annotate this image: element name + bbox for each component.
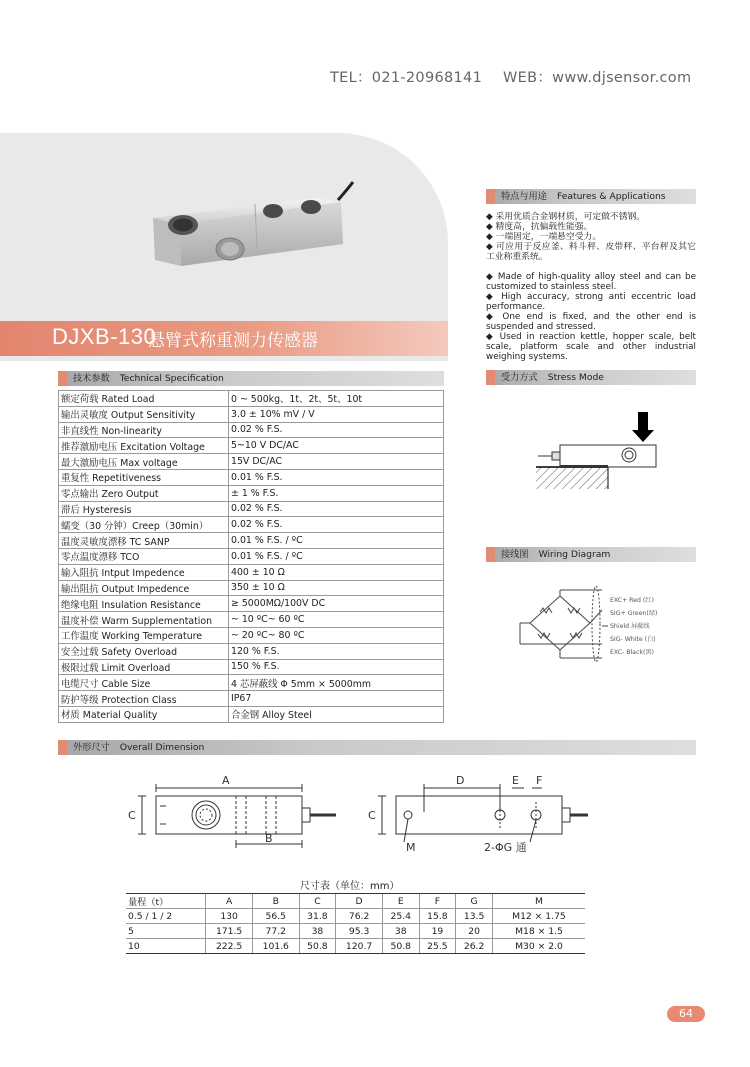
spec-label: 非直线性 Non-linearity (59, 422, 229, 438)
feature-item-cn: ◆ 可应用于反应釜、料斗秤、皮带秤、平台秤及其它工业称重系统。 (486, 242, 696, 262)
dimension-cell: 101.6 (252, 939, 299, 954)
spec-value: 0 ~ 500kg、1t、2t、5t、10t (229, 391, 444, 407)
dimension-header-cell: M (492, 894, 585, 909)
spec-row (59, 643, 444, 659)
features-text (486, 212, 696, 362)
dimension-cell: 76.2 (336, 909, 383, 924)
product-model: DJXB-130 (52, 324, 157, 349)
spec-value: 合金钢 Alloy Steel (229, 706, 444, 722)
spec-label: 工作温度 Working Temperature (59, 627, 229, 643)
feature-item-en: ◆ High accuracy, strong anti eccentric load performance. (486, 292, 696, 312)
spec-value: 0.02 % F.S. (229, 422, 444, 438)
spec-value: IP67 (229, 691, 444, 707)
spec-row (59, 612, 444, 628)
dimension-cell: 0.5 / 1 / 2 (126, 909, 206, 924)
dim-label-f: F (536, 774, 543, 787)
dimension-cell: 50.8 (299, 939, 336, 954)
spec-value: 3.0 ± 10% mV / V (229, 406, 444, 422)
spec-label: 蠕变（30 分钟）Creep（30min） (59, 517, 229, 533)
spec-row (59, 438, 444, 454)
dimension-table-caption: 尺寸表（单位：mm） (300, 881, 400, 892)
section-marker (486, 189, 495, 204)
spec-value: ≥ 5000MΩ/100V DC (229, 596, 444, 612)
section-marker (486, 370, 495, 385)
spec-value: 0.02 % F.S. (229, 517, 444, 533)
spec-label: 推荐激励电压 Excitation Voltage (59, 438, 229, 454)
spacer (486, 262, 696, 272)
dimension-cell: 50.8 (382, 939, 419, 954)
dimension-header-cell: 量程（t） (126, 894, 206, 909)
spec-value: ± 1 % F.S. (229, 485, 444, 501)
dimension-cell: 95.3 (336, 924, 383, 939)
feature-item-cn: ◆ 精度高，抗偏载性能强。 (486, 222, 593, 232)
spec-value: 0.01 % F.S. / ºC (229, 548, 444, 564)
dimension-cell: 130 (206, 909, 253, 924)
section-title-en: Overall Dimension (119, 742, 205, 753)
wiring-diagram (510, 588, 700, 663)
dimension-cell: 38 (299, 924, 336, 939)
spec-label: 材质 Material Quality (59, 706, 229, 722)
side-view-drawing (122, 772, 342, 854)
spec-label: 极限过载 Limit Overload (59, 659, 229, 675)
spec-label: 最大激励电压 Max voltage (59, 454, 229, 470)
dimension-cell: 222.5 (206, 939, 253, 954)
spec-row (59, 548, 444, 564)
dimension-cell: 5 (126, 924, 206, 939)
stress-mode-header (486, 370, 696, 385)
spec-row (59, 501, 444, 517)
dim-label-a: A (222, 774, 230, 787)
spec-value: 350 ± 10 Ω (229, 580, 444, 596)
wiring-label: Shield 屏蔽线 (610, 623, 650, 630)
spec-label: 输入阻抗 Intput Impedence (59, 564, 229, 580)
spec-value: 150 % F.S. (229, 659, 444, 675)
dimension-cell: 56.5 (252, 909, 299, 924)
spec-label: 输出灵敏度 Output Sensitivity (59, 406, 229, 422)
phone-number: TEL：021-20968141 (330, 70, 483, 86)
spec-row (59, 691, 444, 707)
dimension-cell: M18 × 1.5 (492, 924, 585, 939)
dimension-cell: 171.5 (206, 924, 253, 939)
website-url: WEB：www.djsensor.com (503, 70, 692, 86)
dim-label-g: 2-ΦG 通 (484, 841, 527, 854)
dimension-cell: 31.8 (299, 909, 336, 924)
section-title-en: Stress Mode (547, 372, 604, 383)
spec-row (59, 627, 444, 643)
wiring-label: SIG- White (白) (610, 636, 656, 643)
features-header (486, 189, 696, 204)
spec-row (59, 580, 444, 596)
section-title-cn: 技术参数 (73, 373, 110, 384)
dimension-cell: 25.4 (382, 909, 419, 924)
page-number: 64 (667, 1006, 705, 1022)
section-title-en: Technical Specification (119, 373, 224, 384)
dimension-header-cell: G (456, 894, 493, 909)
wiring-label: EXC+ Red (红) (610, 597, 654, 604)
section-title-cn: 受力方式 (501, 372, 538, 383)
feature-item-cn: ◆ 一端固定，一端悬空受力。 (486, 232, 602, 242)
dimension-header-cell: A (206, 894, 253, 909)
spec-table (58, 390, 444, 723)
dimension-cell: M30 × 2.0 (492, 939, 585, 954)
section-title-en: Wiring Diagram (538, 549, 611, 560)
feature-item-cn: ◆ 采用优质合金钢材质，可定做不锈钢。 (486, 212, 646, 222)
spec-row (59, 675, 444, 691)
feature-item-en: ◆ Used in reaction kettle, hopper scale, belt scale, platform scale and other industrial weighing systems. (486, 332, 696, 362)
dimension-cell: 38 (382, 924, 419, 939)
technical-spec-header (58, 371, 444, 386)
dimension-table (126, 893, 585, 954)
dimension-header-row (126, 894, 585, 909)
section-marker (486, 547, 495, 562)
spec-label: 零点温度漂移 TCO (59, 548, 229, 564)
spec-value: 0.01 % F.S. / ºC (229, 533, 444, 549)
spec-label: 绝缘电阻 Insulation Resistance (59, 596, 229, 612)
section-marker (58, 740, 67, 755)
dimension-row (126, 909, 585, 924)
dimension-row (126, 939, 585, 954)
spec-label: 额定荷载 Rated Load (59, 391, 229, 407)
spec-row (59, 659, 444, 675)
spec-row (59, 706, 444, 722)
spec-row (59, 422, 444, 438)
dimension-cell: 13.5 (456, 909, 493, 924)
spec-row (59, 406, 444, 422)
section-title-en: Features & Applications (556, 191, 666, 202)
wiring-label: EXC- Black(黑) (610, 649, 654, 656)
dimension-header-cell: F (419, 894, 456, 909)
spec-label: 重复性 Repetitiveness (59, 469, 229, 485)
spec-value: 0.01 % F.S. (229, 469, 444, 485)
spec-row (59, 485, 444, 501)
dim-label-c2: C (368, 809, 376, 822)
dimension-header-cell: E (382, 894, 419, 909)
spec-row (59, 533, 444, 549)
dim-label-d: D (456, 774, 465, 787)
dimension-cell: 10 (126, 939, 206, 954)
wiring-label: SIG+ Green(绿) (610, 610, 658, 617)
load-cell-photo (145, 178, 355, 298)
dimension-header-cell: C (299, 894, 336, 909)
wiring-header (486, 547, 696, 562)
dim-label-e: E (512, 774, 519, 787)
product-name: 悬臂式称重测力传感器 (148, 331, 318, 351)
spec-row (59, 454, 444, 470)
spec-label: 滞后 Hysteresis (59, 501, 229, 517)
spec-label: 输出阻抗 Output Impedence (59, 580, 229, 596)
spec-row (59, 469, 444, 485)
dimension-cell: 120.7 (336, 939, 383, 954)
spec-value: 400 ± 10 Ω (229, 564, 444, 580)
section-title-cn: 特点与用途 (501, 191, 547, 202)
dimension-row (126, 924, 585, 939)
feature-item-en: ◆ One end is fixed, and the other end is suspended and stressed. (486, 312, 696, 332)
load-arrow-icon (632, 412, 654, 442)
spec-value: ~ 20 ºC~ 80 ºC (229, 627, 444, 643)
dimension-header-cell: B (252, 894, 299, 909)
dimension-cell: 19 (419, 924, 456, 939)
dim-label-b: B (265, 832, 273, 845)
spec-value: 120 % F.S. (229, 643, 444, 659)
spec-label: 防护等级 Protection Class (59, 691, 229, 707)
spec-row (59, 517, 444, 533)
dimension-cell: 25.5 (419, 939, 456, 954)
spec-value: 15V DC/AC (229, 454, 444, 470)
dimension-header (58, 740, 696, 755)
spec-label: 零点输出 Zero Output (59, 485, 229, 501)
dim-label-c: C (128, 809, 136, 822)
dim-label-m: M (406, 841, 416, 854)
spec-row (59, 564, 444, 580)
dimension-cell: 77.2 (252, 924, 299, 939)
spec-value: 0.02 % F.S. (229, 501, 444, 517)
spec-value: ~ 10 ºC~ 60 ºC (229, 612, 444, 628)
section-marker (58, 371, 67, 386)
section-title-cn: 外形尺寸 (73, 742, 110, 753)
spec-row (59, 596, 444, 612)
dimension-cell: 15.8 (419, 909, 456, 924)
section-title-cn: 接线图 (501, 549, 529, 560)
spec-row (59, 391, 444, 407)
spec-label: 温度补偿 Warm Supplementation (59, 612, 229, 628)
stress-mode-diagram (530, 402, 660, 494)
contact-info (330, 66, 707, 87)
spec-label: 安全过载 Safety Overload (59, 643, 229, 659)
spec-label: 电缆尺寸 Cable Size (59, 675, 229, 691)
spec-label: 温度灵敏度漂移 TC SANP (59, 533, 229, 549)
dimension-cell: 26.2 (456, 939, 493, 954)
spec-value: 4 芯屏蔽线 Φ 5mm × 5000mm (229, 675, 444, 691)
dimension-header-cell: D (336, 894, 383, 909)
spec-value: 5~10 V DC/AC (229, 438, 444, 454)
dimension-cell: M12 × 1.75 (492, 909, 585, 924)
dimension-cell: 20 (456, 924, 493, 939)
top-view-drawing (368, 772, 592, 854)
feature-item-en: ◆ Made of high-quality alloy steel and can be customized to stainless steel. (486, 272, 696, 292)
